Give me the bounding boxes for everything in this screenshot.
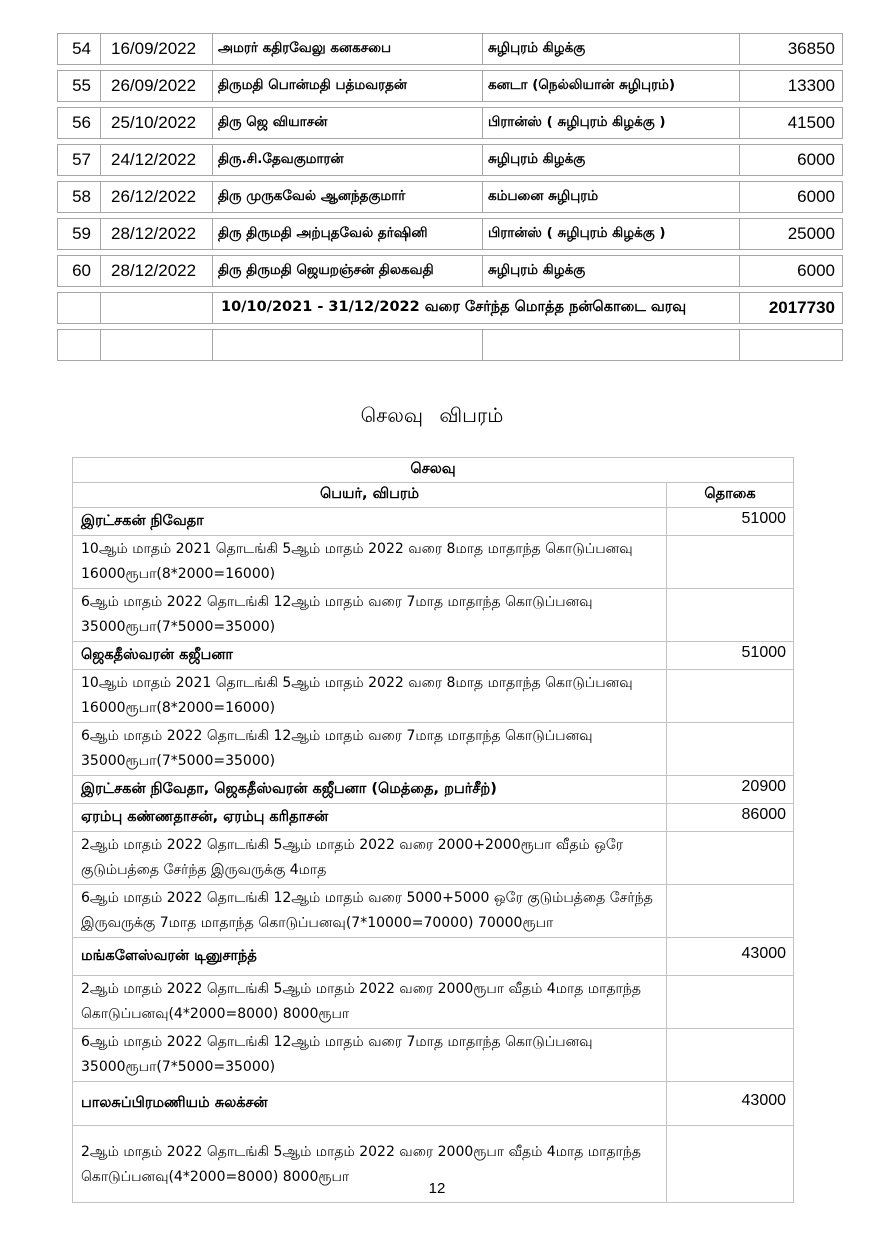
page-number: 12 (428, 1180, 446, 1197)
expense-payee-name: ஜெகதீஸ்வரன் கஜீபனா (73, 642, 667, 670)
expense-payee-name: இரட்சகன் நிவேதா (73, 508, 667, 536)
donor-place: சுழிபுரம் கிழக்கு (483, 255, 740, 287)
donation-date: 28/12/2022 (101, 218, 213, 250)
empty-cell (57, 329, 101, 361)
expense-amount (667, 670, 794, 723)
empty-cell (213, 329, 483, 361)
empty-cell (101, 329, 213, 361)
expense-payee-name: ஏரம்பு கண்ணதாசன், ஏரம்பு கரிதாசன் (73, 804, 667, 832)
donation-date: 25/10/2022 (101, 107, 213, 139)
donation-date: 28/12/2022 (101, 255, 213, 287)
expense-amount: 43000 (667, 938, 794, 976)
donation-row-number: 55 (57, 70, 101, 102)
expense-amount: 43000 (667, 1082, 794, 1126)
expense-amount (667, 885, 794, 938)
expense-section-heading: செலவு விபரம் (360, 403, 504, 427)
expense-table-header-row (73, 483, 794, 508)
donations-total-row (57, 292, 843, 324)
expense-amount (667, 832, 794, 885)
expense-detail-row (73, 1029, 794, 1082)
expense-amount: 51000 (667, 642, 794, 670)
donation-row-number: 59 (57, 218, 101, 250)
empty-cell (101, 292, 213, 324)
donation-amount: 25000 (740, 218, 843, 250)
expense-description: 6ஆம் மாதம் 2022 தொடங்கி 12ஆம் மாதம் வரை 7மாத மாதாந்த கொடுப்பனவு 35000ரூபா(7*5000=35000) (73, 589, 667, 642)
donation-row (57, 144, 843, 176)
donor-place: சுழிபுரம் கிழக்கு (483, 144, 740, 176)
donation-amount: 36850 (740, 33, 843, 65)
expense-detail-row (73, 589, 794, 642)
donation-amount: 13300 (740, 70, 843, 102)
donation-row (57, 255, 843, 287)
expense-amount (667, 536, 794, 589)
donation-row (57, 33, 843, 65)
donations-table (57, 28, 843, 366)
donation-row-number: 57 (57, 144, 101, 176)
donor-name: திருமதி பொன்மதி பத்மவரதன் (213, 70, 483, 102)
donation-row (57, 107, 843, 139)
donation-row-number: 58 (57, 181, 101, 213)
expense-payee-name: மங்களேஸ்வரன் டினுசாந்த் (73, 938, 667, 976)
donor-name: திரு திருமதி ஜெயறஞ்சன் திலகவதி (213, 255, 483, 287)
expense-description: 2ஆம் மாதம் 2022 தொடங்கி 5ஆம் மாதம் 2022 வரை 2000ரூபா வீதம் 4மாத மாதாந்த கொடுப்பனவு(4*2000=8000) 8000ரூபா (73, 1126, 667, 1203)
expense-detail-row (73, 536, 794, 589)
donation-date: 26/12/2022 (101, 181, 213, 213)
donor-place: சுழிபுரம் கிழக்கு (483, 33, 740, 65)
donor-name: திரு ஜெ வியாசன் (213, 107, 483, 139)
expense-payee-row (73, 776, 794, 804)
donor-name: திரு திருமதி அற்புதவேல் தர்ஷினி (213, 218, 483, 250)
expense-payee-row (73, 1082, 794, 1126)
donations-total-amount: 2017730 (740, 292, 843, 324)
expense-description: 2ஆம் மாதம் 2022 தொடங்கி 5ஆம் மாதம் 2022 வரை 2000+2000ரூபா வீதம் ஒரே குடும்பத்தை சேர்ந்த இருவருக்கு 4மாத (73, 832, 667, 885)
expense-payee-row (73, 642, 794, 670)
expense-table-title: செலவு (73, 458, 794, 483)
donation-row-number: 60 (57, 255, 101, 287)
expense-payee-row (73, 804, 794, 832)
column-header-name: பெயர், விபரம் (73, 483, 667, 508)
expense-amount: 20900 (667, 776, 794, 804)
donation-date: 16/09/2022 (101, 33, 213, 65)
expense-amount: 51000 (667, 508, 794, 536)
empty-row (57, 329, 843, 361)
donor-name: திரு முருகவேல் ஆனந்தகுமார் (213, 181, 483, 213)
donation-date: 24/12/2022 (101, 144, 213, 176)
donor-place: கனடா (நெல்லியான் சுழிபுரம்) (483, 70, 740, 102)
donation-row (57, 181, 843, 213)
donation-amount: 41500 (740, 107, 843, 139)
expense-payee-name: பாலசுப்பிரமணியம் சுலக்சன் (73, 1082, 667, 1126)
donation-amount: 6000 (740, 255, 843, 287)
expense-description: 6ஆம் மாதம் 2022 தொடங்கி 12ஆம் மாதம் வரை 7மாத மாதாந்த கொடுப்பனவு 35000ரூபா(7*5000=35000) (73, 723, 667, 776)
expense-detail-row (73, 723, 794, 776)
donation-amount: 6000 (740, 144, 843, 176)
donor-place: பிரான்ஸ் ( சுழிபுரம் கிழக்கு ) (483, 107, 740, 139)
expense-detail-row (73, 832, 794, 885)
expense-amount (667, 976, 794, 1029)
donor-place: கம்பனை சுழிபுரம் (483, 181, 740, 213)
expense-amount (667, 589, 794, 642)
donation-date: 26/09/2022 (101, 70, 213, 102)
expense-table (72, 457, 794, 1203)
expense-description: 6ஆம் மாதம் 2022 தொடங்கி 12ஆம் மாதம் வரை 7மாத மாதாந்த கொடுப்பனவு 35000ரூபா(7*5000=35000) (73, 1029, 667, 1082)
expense-payee-name: இரட்சகன் நிவேதா, ஜெகதீஸ்வரன் கஜீபனா (மெத்தை, றபர்சீற்) (73, 776, 667, 804)
donor-name: அமரர் கதிரவேலு கனகசபை (213, 33, 483, 65)
empty-cell (740, 329, 843, 361)
expense-table-title-row (73, 458, 794, 483)
expense-detail-row (73, 976, 794, 1029)
expense-description: 2ஆம் மாதம் 2022 தொடங்கி 5ஆம் மாதம் 2022 வரை 2000ரூபா வீதம் 4மாத மாதாந்த கொடுப்பனவு(4*2000=8000) 8000ரூபா (73, 976, 667, 1029)
donor-place: பிரான்ஸ் ( சுழிபுரம் கிழக்கு ) (483, 218, 740, 250)
expense-detail-row (73, 670, 794, 723)
empty-cell (483, 329, 740, 361)
donor-name: திரு.சி.தேவகுமாரன் (213, 144, 483, 176)
empty-cell (57, 292, 101, 324)
expense-amount: 86000 (667, 804, 794, 832)
expense-payee-row (73, 508, 794, 536)
column-header-amount: தொகை (667, 483, 794, 508)
expense-amount (667, 1029, 794, 1082)
donation-row (57, 218, 843, 250)
expense-description: 6ஆம் மாதம் 2022 தொடங்கி 12ஆம் மாதம் வரை 5000+5000 ஒரே குடும்பத்தை சேர்ந்த இருவருக்கு 7மாத மாதாந்த கொடுப்பனவு(7*10000=70000) 70000ரூபா (73, 885, 667, 938)
donation-row-number: 56 (57, 107, 101, 139)
donation-row (57, 70, 843, 102)
donations-total-label: 10/10/2021 - 31/12/2022 வரை சேர்ந்த மொத்த நன்கொடை வரவு (213, 292, 740, 324)
donation-row-number: 54 (57, 33, 101, 65)
donation-amount: 6000 (740, 181, 843, 213)
expense-description: 10ஆம் மாதம் 2021 தொடங்கி 5ஆம் மாதம் 2022 வரை 8மாத மாதாந்த கொடுப்பனவு 16000ரூபா(8*2000=16000) (73, 670, 667, 723)
expense-detail-row (73, 885, 794, 938)
expense-payee-row (73, 938, 794, 976)
expense-amount (667, 723, 794, 776)
expense-description: 10ஆம் மாதம் 2021 தொடங்கி 5ஆம் மாதம் 2022 வரை 8மாத மாதாந்த கொடுப்பனவு 16000ரூபா(8*2000=16000) (73, 536, 667, 589)
